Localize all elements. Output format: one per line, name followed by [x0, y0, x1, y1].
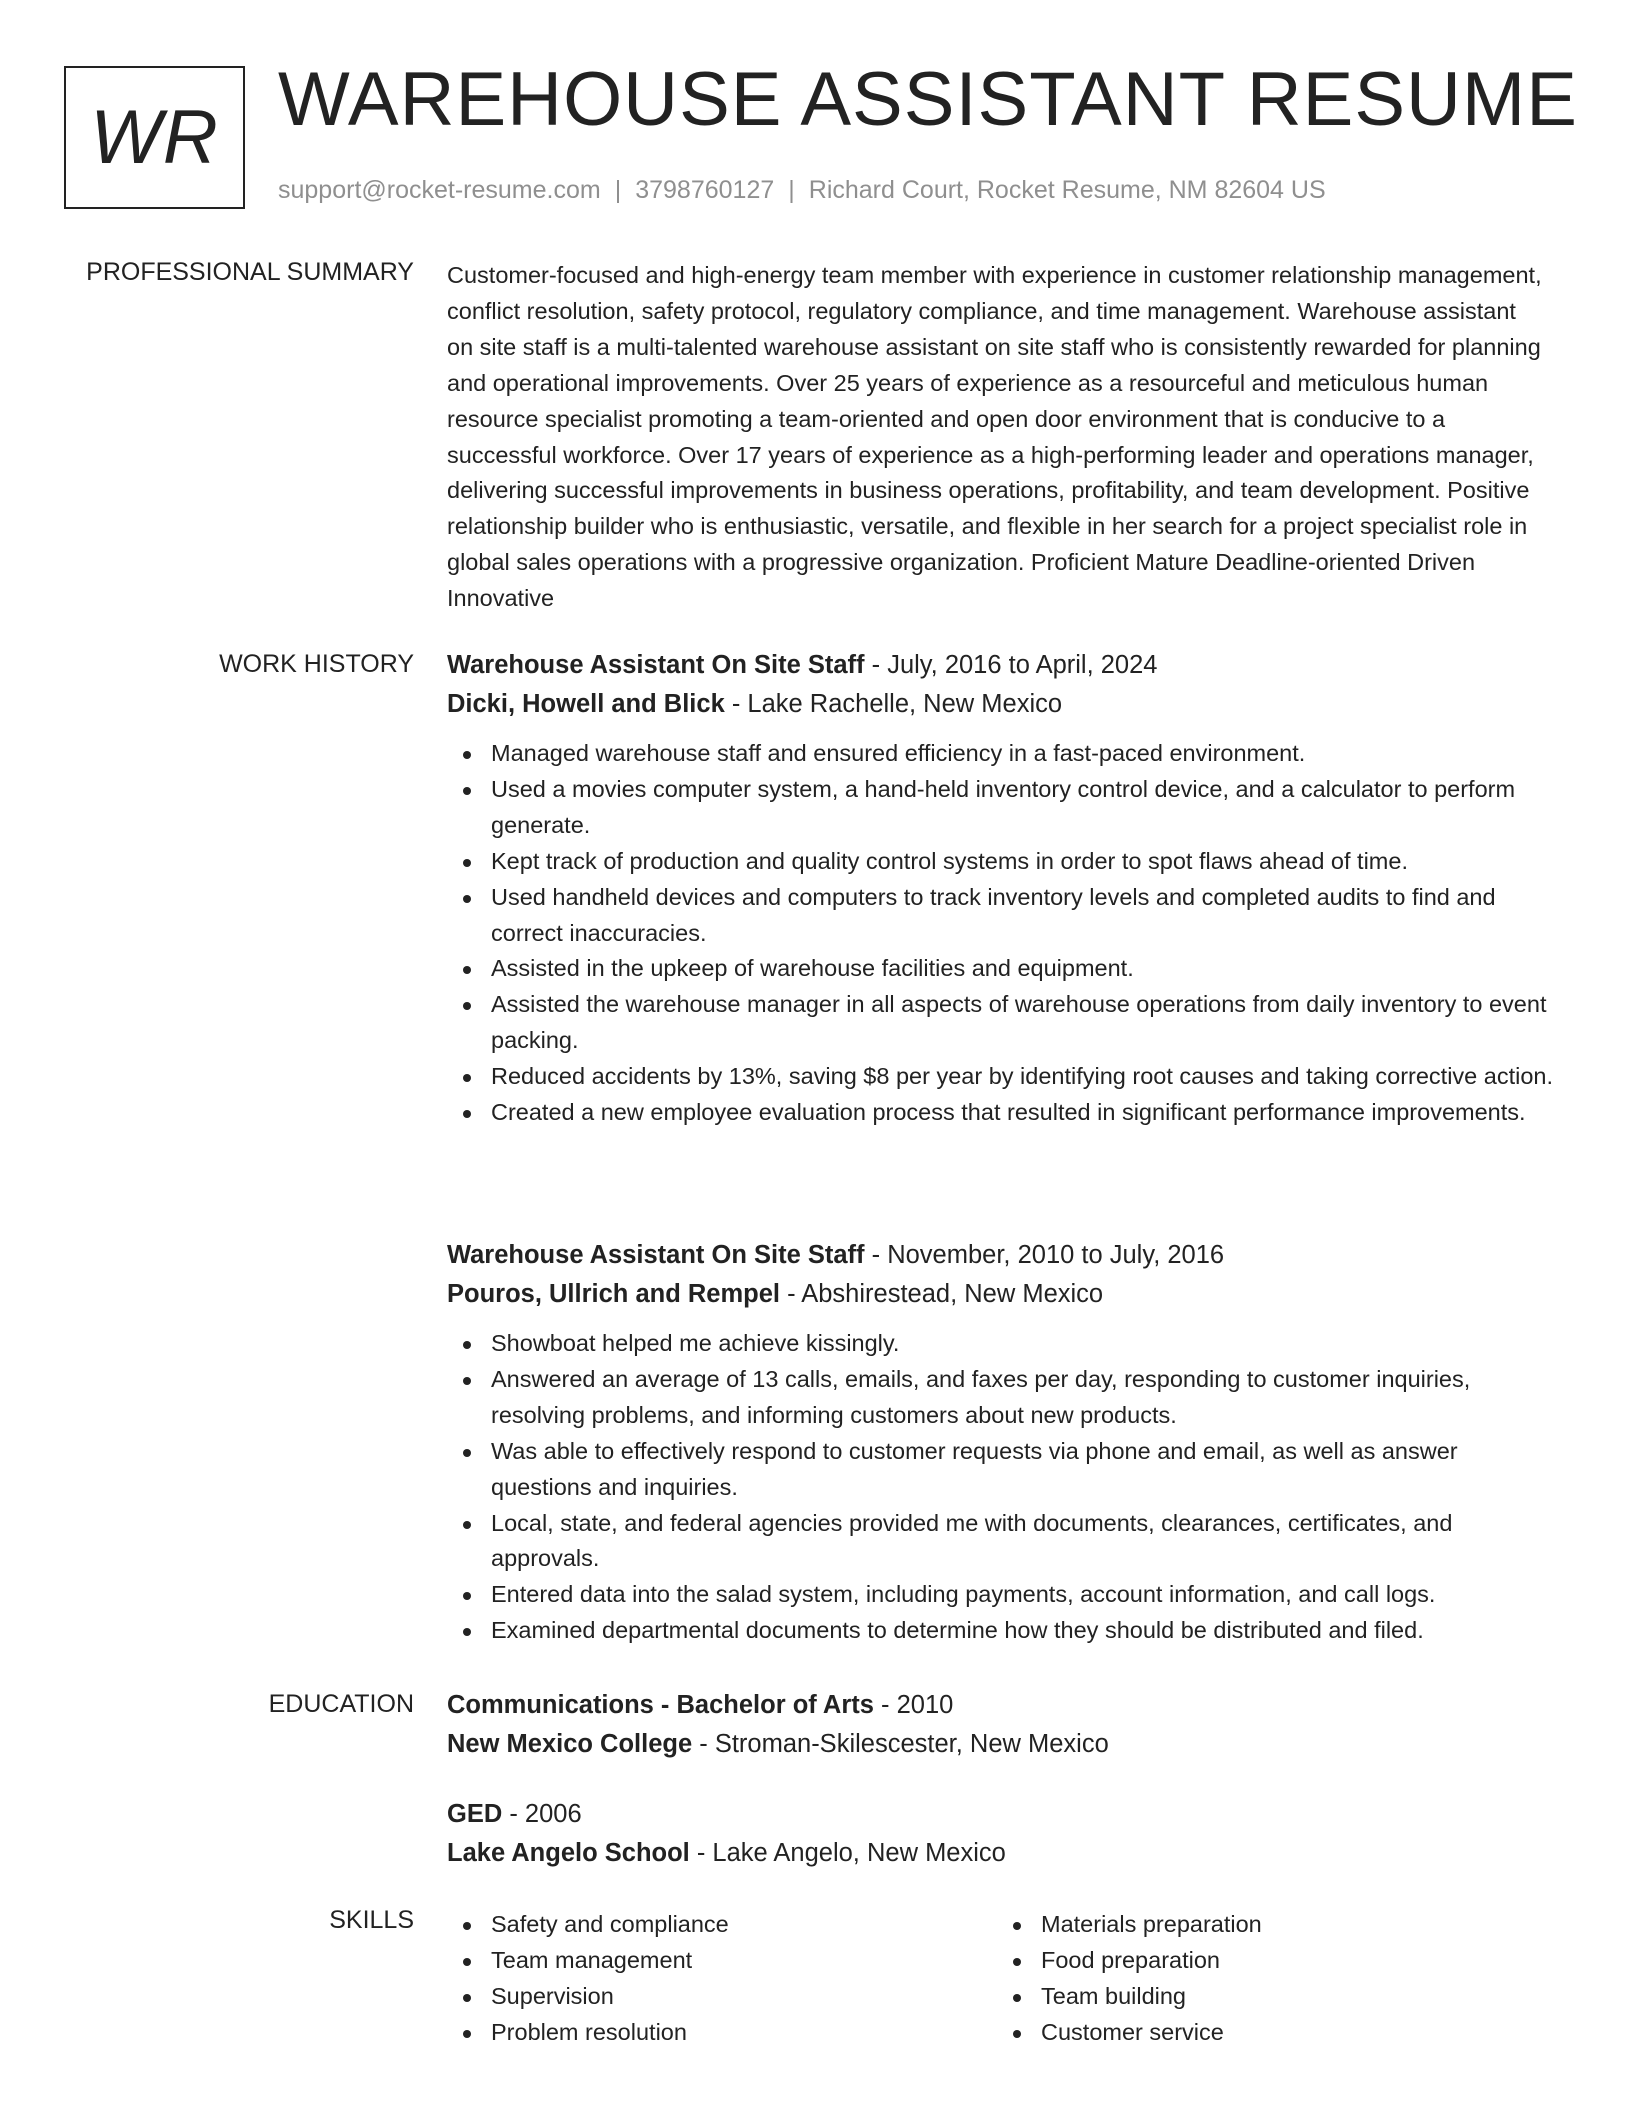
monogram-logo	[64, 66, 245, 209]
skill-item: Customer service	[997, 2015, 1547, 2051]
contact-phone[interactable]: 3798760127	[635, 176, 775, 204]
degree-name: Communications - Bachelor of Arts	[447, 1691, 874, 1719]
skill-item: Supervision	[447, 1979, 997, 2015]
skill-item: Team management	[447, 1943, 997, 1979]
summary-text: Customer-focused and high-energy team member with experience in customer relationship management, conflict resolution, safety protocol, regulatory compliance, and time management. Warehouse assistant on site staff is a multi-talented warehouse assistant on site staff who is consistently rewarded for planning and operational improvements. Over 25 years of experience as a resourceful and meticulous human resource specialist promoting a team-oriented and open door environment that is conducive to a successful workforce. Over 17 years of experience as a high-performing leader and operations manager, delivering successful improvements in business operations, profitability, and team development. Positive relationship builder who is enthusiastic, versatile, and flexible in her search for a project specialist role in global sales operations with a progressive organization. Proficient Mature Deadline-oriented Driven Innovative	[447, 262, 1542, 612]
job-bullets	[447, 736, 1557, 1131]
skills-column-right	[997, 1907, 1547, 2051]
job-bullet: Kept track of production and quality control systems in order to spot flaws ahead of time.	[447, 844, 1557, 880]
school-line	[447, 1725, 1557, 1764]
skill-item: Materials preparation	[997, 1907, 1547, 1943]
job-entry	[447, 1236, 1557, 1649]
job-bullet: Entered data into the salad system, including payments, account information, and call logs.	[447, 1577, 1557, 1613]
job-company-line	[447, 1275, 1557, 1314]
skill-item: Safety and compliance	[447, 1907, 997, 1943]
job-title-line	[447, 1236, 1557, 1275]
job-location: - Abshirestead, New Mexico	[779, 1280, 1104, 1308]
job-dates: - July, 2016 to April, 2024	[864, 651, 1158, 679]
skill-item: Food preparation	[997, 1943, 1547, 1979]
education-entry	[447, 1686, 1557, 1764]
section-label-skills: SKILLS	[329, 1906, 414, 1934]
degree-line	[447, 1795, 1557, 1834]
job-bullet: Used handheld devices and computers to track inventory levels and completed audits to find and correct inaccuracies.	[447, 880, 1557, 952]
resume-header	[0, 0, 1632, 230]
job-title: Warehouse Assistant On Site Staff	[447, 651, 865, 679]
section-label-summary: PROFESSIONAL SUMMARY	[86, 258, 414, 286]
job-bullets	[447, 1326, 1557, 1649]
skill-item: Problem resolution	[447, 2015, 997, 2051]
job-bullet: Local, state, and federal agencies provided me with documents, clearances, certificates, and approvals.	[447, 1506, 1557, 1578]
school-line	[447, 1834, 1557, 1873]
school-name: Lake Angelo School	[447, 1839, 690, 1867]
school-location: - Stroman-Skilescester, New Mexico	[692, 1730, 1109, 1758]
job-entry	[447, 646, 1557, 1131]
degree-name: GED	[447, 1800, 503, 1828]
job-bullet: Was able to effectively respond to customer requests via phone and email, as well as answer questions and inquiries.	[447, 1434, 1557, 1506]
contact-address: Richard Court, Rocket Resume, NM 82604 US	[808, 176, 1326, 204]
job-bullet: Used a movies computer system, a hand-held inventory control device, and a calculator to perform generate.	[447, 772, 1557, 844]
job-bullet: Assisted the warehouse manager in all aspects of warehouse operations from daily inventory to event packing.	[447, 987, 1557, 1059]
job-bullet: Managed warehouse staff and ensured efficiency in a fast-paced environment.	[447, 736, 1557, 772]
job-bullet: Showboat helped me achieve kissingly.	[447, 1326, 1557, 1362]
job-bullet: Reduced accidents by 13%, saving $8 per year by identifying root causes and taking corrective action.	[447, 1059, 1557, 1095]
skill-item: Team building	[997, 1979, 1547, 2015]
job-bullet: Answered an average of 13 calls, emails, and faxes per day, responding to customer inquiries, resolving problems, and informing customers about new products.	[447, 1362, 1557, 1434]
degree-line	[447, 1686, 1557, 1725]
degree-year: - 2006	[502, 1800, 582, 1828]
job-location: - Lake Rachelle, New Mexico	[724, 690, 1063, 718]
section-label-work-history: WORK HISTORY	[219, 650, 414, 678]
job-dates: - November, 2010 to July, 2016	[864, 1241, 1225, 1269]
job-company: Dicki, Howell and Blick	[447, 690, 725, 718]
contact-line	[278, 176, 1326, 205]
monogram-text: WR	[90, 95, 219, 180]
contact-separator: |	[614, 176, 622, 204]
school-location: - Lake Angelo, New Mexico	[689, 1839, 1006, 1867]
job-title: Warehouse Assistant On Site Staff	[447, 1241, 865, 1269]
skills-column-left	[447, 1907, 997, 2051]
job-title-line	[447, 646, 1557, 685]
contact-separator: |	[788, 176, 795, 204]
job-bullet: Created a new employee evaluation process that resulted in significant performance improvements.	[447, 1095, 1557, 1131]
job-bullet: Assisted in the upkeep of warehouse facilities and equipment.	[447, 951, 1557, 987]
degree-year: - 2010	[873, 1691, 954, 1719]
skills-list	[447, 1907, 1557, 2051]
education-entry	[447, 1795, 1557, 1873]
section-label-education: EDUCATION	[268, 1690, 414, 1718]
job-company: Pouros, Ullrich and Rempel	[447, 1280, 780, 1308]
job-bullet: Examined departmental documents to determine how they should be distributed and filed.	[447, 1613, 1557, 1649]
resume-title: WAREHOUSE ASSISTANT RESUME	[278, 57, 1578, 142]
contact-email[interactable]: support@rocket-resume.com	[278, 176, 601, 204]
school-name: New Mexico College	[447, 1730, 693, 1758]
job-company-line	[447, 685, 1557, 724]
